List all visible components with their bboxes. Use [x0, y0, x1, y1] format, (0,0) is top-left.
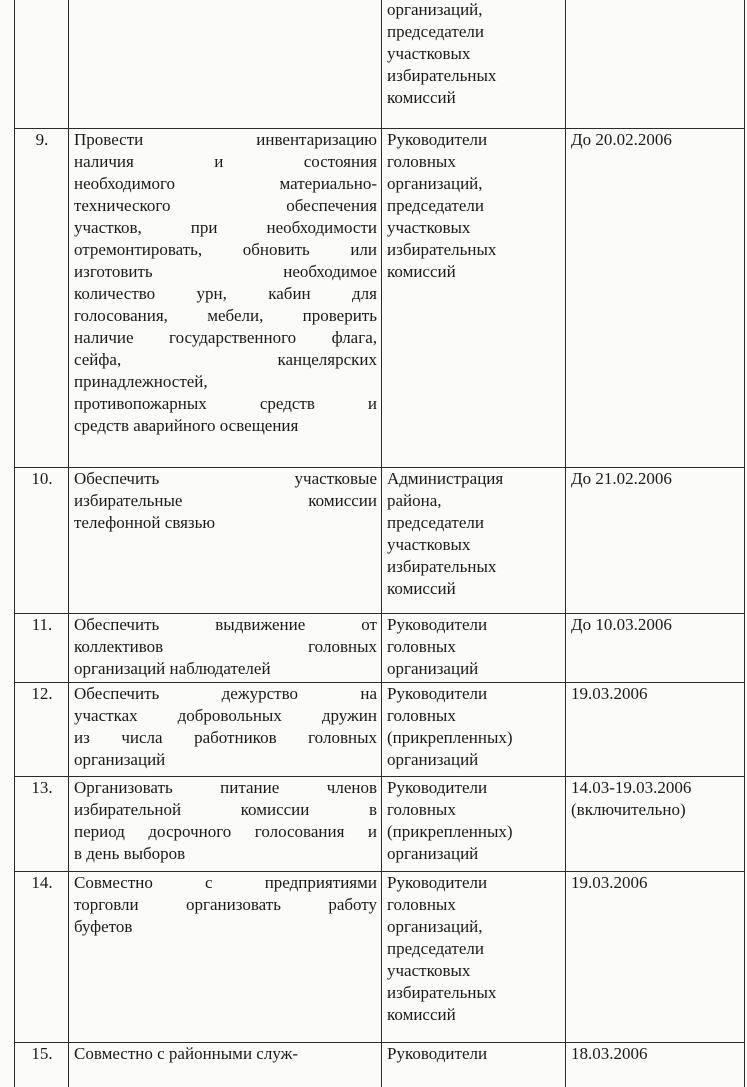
responsible-line: головных [387, 800, 456, 819]
responsible-line: Руководители [387, 130, 488, 149]
task-line: избирательной комиссии в [74, 800, 377, 819]
row-number: 11. [15, 614, 69, 683]
task-line: участков, при необходимости [74, 218, 377, 237]
deadline-line: До 20.02.2006 [571, 130, 672, 149]
task-cell [69, 0, 382, 129]
task-line: Совместно с предприятиями [74, 873, 377, 892]
responsible-line: головных [387, 706, 456, 725]
table-row [15, 777, 745, 872]
events-plan-table [14, 0, 745, 1087]
responsible-line: организаций [387, 659, 479, 678]
task-line: в день выборов [74, 844, 186, 863]
responsible-line: участковых [387, 961, 471, 980]
responsible-line: Руководители [387, 873, 488, 892]
deadline-cell [566, 468, 745, 614]
responsible-line: комиссий [387, 579, 456, 598]
responsible-line: председатели [387, 939, 484, 958]
task-cell [69, 683, 382, 777]
task-line: средств аварийного освещения [74, 416, 299, 435]
responsible-line: комиссий [387, 1005, 456, 1024]
responsible-line: председатели [387, 22, 484, 41]
responsible-line: Руководители [387, 1044, 488, 1063]
task-line: противопожарных средств и [74, 394, 377, 413]
deadline-line: 18.03.2006 [571, 1044, 648, 1063]
deadline-cell [566, 129, 745, 468]
task-line: наличия и состояния [74, 152, 377, 171]
task-line: Провести инвентаризацию [74, 130, 377, 149]
deadline-cell [566, 0, 745, 129]
task-line: количество урн, кабин для [74, 284, 377, 303]
task-line: торговли организовать работу [74, 895, 377, 914]
deadline-cell [566, 614, 745, 683]
row-number: 9. [15, 129, 69, 468]
responsible-line: организаций, [387, 917, 483, 936]
task-line: голосования, мебели, проверить [74, 306, 377, 325]
responsible-line: Руководители [387, 684, 488, 703]
table-row [15, 872, 745, 1043]
responsible-line: Администрация [387, 469, 504, 488]
task-cell [69, 872, 382, 1043]
table-row [15, 1043, 745, 1087]
deadline-cell [566, 777, 745, 872]
task-line: Обеспечить выдвижение от [74, 615, 377, 634]
task-line: организаций [74, 750, 166, 769]
responsible-line: организаций, [387, 0, 483, 19]
responsible-line: района, [387, 491, 442, 510]
responsible-line: участковых [387, 218, 471, 237]
responsible-line: головных [387, 637, 456, 656]
responsible-line: избирательных [387, 983, 497, 1002]
responsible-line: Руководители [387, 778, 488, 797]
responsible-line: комиссий [387, 88, 456, 107]
deadline-line: 19.03.2006 [571, 873, 648, 892]
task-line: необходимого материально- [74, 174, 377, 193]
table-row [15, 468, 745, 614]
task-line: наличие государственного флага, [74, 328, 377, 347]
responsible-cell [382, 777, 566, 872]
responsible-line: Руководители [387, 615, 488, 634]
deadline-cell [566, 1043, 745, 1087]
table-row [15, 614, 745, 683]
responsible-cell [382, 872, 566, 1043]
responsible-line: (прикрепленных) [387, 728, 513, 747]
task-line: из числа работников головных [74, 728, 377, 747]
responsible-line: комиссий [387, 262, 456, 281]
task-line: организаций наблюдателей [74, 659, 271, 678]
task-cell [69, 1043, 382, 1087]
responsible-cell [382, 468, 566, 614]
row-number [15, 0, 69, 129]
responsible-line: избирательных [387, 557, 497, 576]
responsible-line: организаций, [387, 174, 483, 193]
table-row [15, 0, 745, 129]
task-line: изготовить необходимое [74, 262, 377, 281]
deadline-cell [566, 683, 745, 777]
task-cell [69, 129, 382, 468]
task-line: сейфа, канцелярских [74, 350, 377, 369]
task-line: отремонтировать, обновить или [74, 240, 377, 259]
responsible-line: организаций [387, 750, 479, 769]
deadline-line: (включительно) [571, 800, 686, 819]
task-line: коллективов головных [74, 637, 377, 656]
task-line: Обеспечить дежурство на [74, 684, 377, 703]
row-number: 12. [15, 683, 69, 777]
task-line: период досрочного голосования и [74, 822, 377, 841]
task-line: Совместно с районными служ- [74, 1044, 298, 1063]
table-body [15, 0, 745, 1087]
table-row [15, 129, 745, 468]
responsible-line: председатели [387, 513, 484, 532]
row-number: 10. [15, 468, 69, 614]
deadline-line: До 10.03.2006 [571, 615, 672, 634]
responsible-line: головных [387, 152, 456, 171]
task-line: участках добровольных дружин [74, 706, 377, 725]
task-line: телефонной связью [74, 513, 216, 532]
responsible-line: организаций [387, 844, 479, 863]
task-cell [69, 777, 382, 872]
task-cell [69, 614, 382, 683]
responsible-cell [382, 683, 566, 777]
table-row [15, 683, 745, 777]
row-number: 14. [15, 872, 69, 1043]
responsible-line: участковых [387, 535, 471, 554]
responsible-line: участковых [387, 44, 471, 63]
row-number: 13. [15, 777, 69, 872]
responsible-line: избирательных [387, 66, 497, 85]
task-line: избирательные комиссии [74, 491, 377, 510]
row-number: 15. [15, 1043, 69, 1087]
deadline-line: 19.03.2006 [571, 684, 648, 703]
responsible-cell [382, 614, 566, 683]
task-line: технического обеспечения [74, 196, 377, 215]
deadline-cell [566, 872, 745, 1043]
deadline-line: 14.03-19.03.2006 [571, 778, 692, 797]
task-line: Организовать питание членов [74, 778, 377, 797]
responsible-line: головных [387, 895, 456, 914]
responsible-cell [382, 1043, 566, 1087]
task-line: Обеспечить участковые [74, 469, 377, 488]
responsible-line: (прикрепленных) [387, 822, 513, 841]
responsible-line: избирательных [387, 240, 497, 259]
responsible-cell [382, 129, 566, 468]
task-cell [69, 468, 382, 614]
responsible-cell [382, 0, 566, 129]
task-line: буфетов [74, 917, 133, 936]
deadline-line: До 21.02.2006 [571, 469, 672, 488]
responsible-line: председатели [387, 196, 484, 215]
task-line: принадлежностей, [74, 372, 208, 391]
